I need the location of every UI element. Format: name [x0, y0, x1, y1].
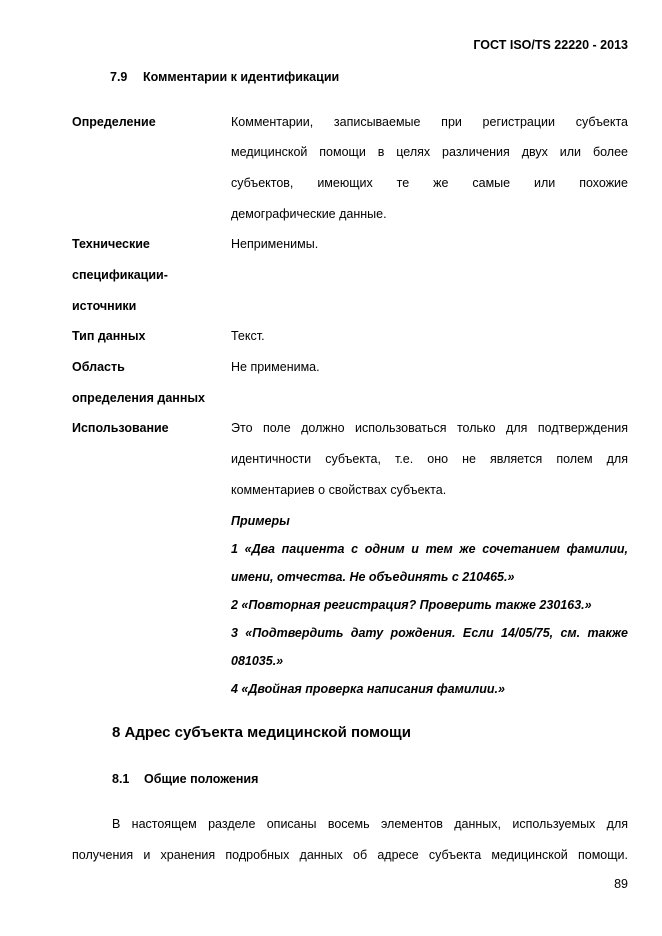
- section-8-heading: 8 Адрес субъекта медицинской помощи: [112, 724, 411, 741]
- document-header: ГОСТ ISO/TS 22220 - 2013: [473, 38, 628, 52]
- domain-label-line-2: определения данных: [72, 391, 206, 405]
- section-7-9-title: Комментарии к идентификации: [143, 70, 340, 84]
- domain-value: Не применима.: [231, 360, 320, 374]
- example-line-4: 3 «Подтвердить дату рождения. Если 14/05/75, см. также: [231, 626, 628, 640]
- specs-value: Неприменимы.: [231, 237, 319, 251]
- definition-line-1: Комментарии, записываемые при регистрации субъекта: [231, 115, 628, 129]
- usage-line-1: Это поле должно использоваться только для подтверждения: [231, 421, 628, 435]
- examples-title: Примеры: [231, 514, 290, 528]
- specs-label-line-2: спецификации-: [72, 268, 168, 282]
- example-line-2: имени, отчества. Не объединять с 210465.»: [231, 570, 515, 584]
- definition-label: Определение: [72, 115, 156, 129]
- paragraph-line-2: получения и хранения подробных данных об адресе субъекта медицинской помощи.: [72, 848, 628, 862]
- section-8-1-number: 8.1: [112, 772, 130, 786]
- datatype-value: Текст.: [231, 329, 265, 343]
- example-line-5: 081035.»: [231, 654, 284, 668]
- example-line-1: 1 «Два пациента с одним и тем же сочетанием фамилии,: [231, 542, 628, 556]
- definition-line-4: демографические данные.: [231, 207, 387, 221]
- definition-line-2: медицинской помощи в целях различения двух или более: [231, 145, 628, 159]
- usage-line-2: идентичности субъекта, т.е. оно не является полем для: [231, 452, 628, 466]
- page-number: 89: [614, 877, 628, 891]
- usage-label: Использование: [72, 421, 169, 435]
- example-line-6: 4 «Двойная проверка написания фамилии.»: [231, 682, 505, 696]
- datatype-label: Тип данных: [72, 329, 146, 343]
- usage-line-3: комментариев о свойствах субъекта.: [231, 483, 447, 497]
- definition-line-3: субъектов, имеющих те же самые или похожие: [231, 176, 628, 190]
- specs-label-line-3: источники: [72, 299, 137, 313]
- domain-label-line-1: Область: [72, 360, 125, 374]
- paragraph-line-1: В настоящем разделе описаны восемь элементов данных, используемых для: [112, 817, 628, 831]
- section-7-9-number: 7.9: [110, 70, 128, 84]
- example-line-3: 2 «Повторная регистрация? Проверить также 230163.»: [231, 598, 592, 612]
- specs-label-line-1: Технические: [72, 237, 150, 251]
- section-8-1-title: Общие положения: [144, 772, 259, 786]
